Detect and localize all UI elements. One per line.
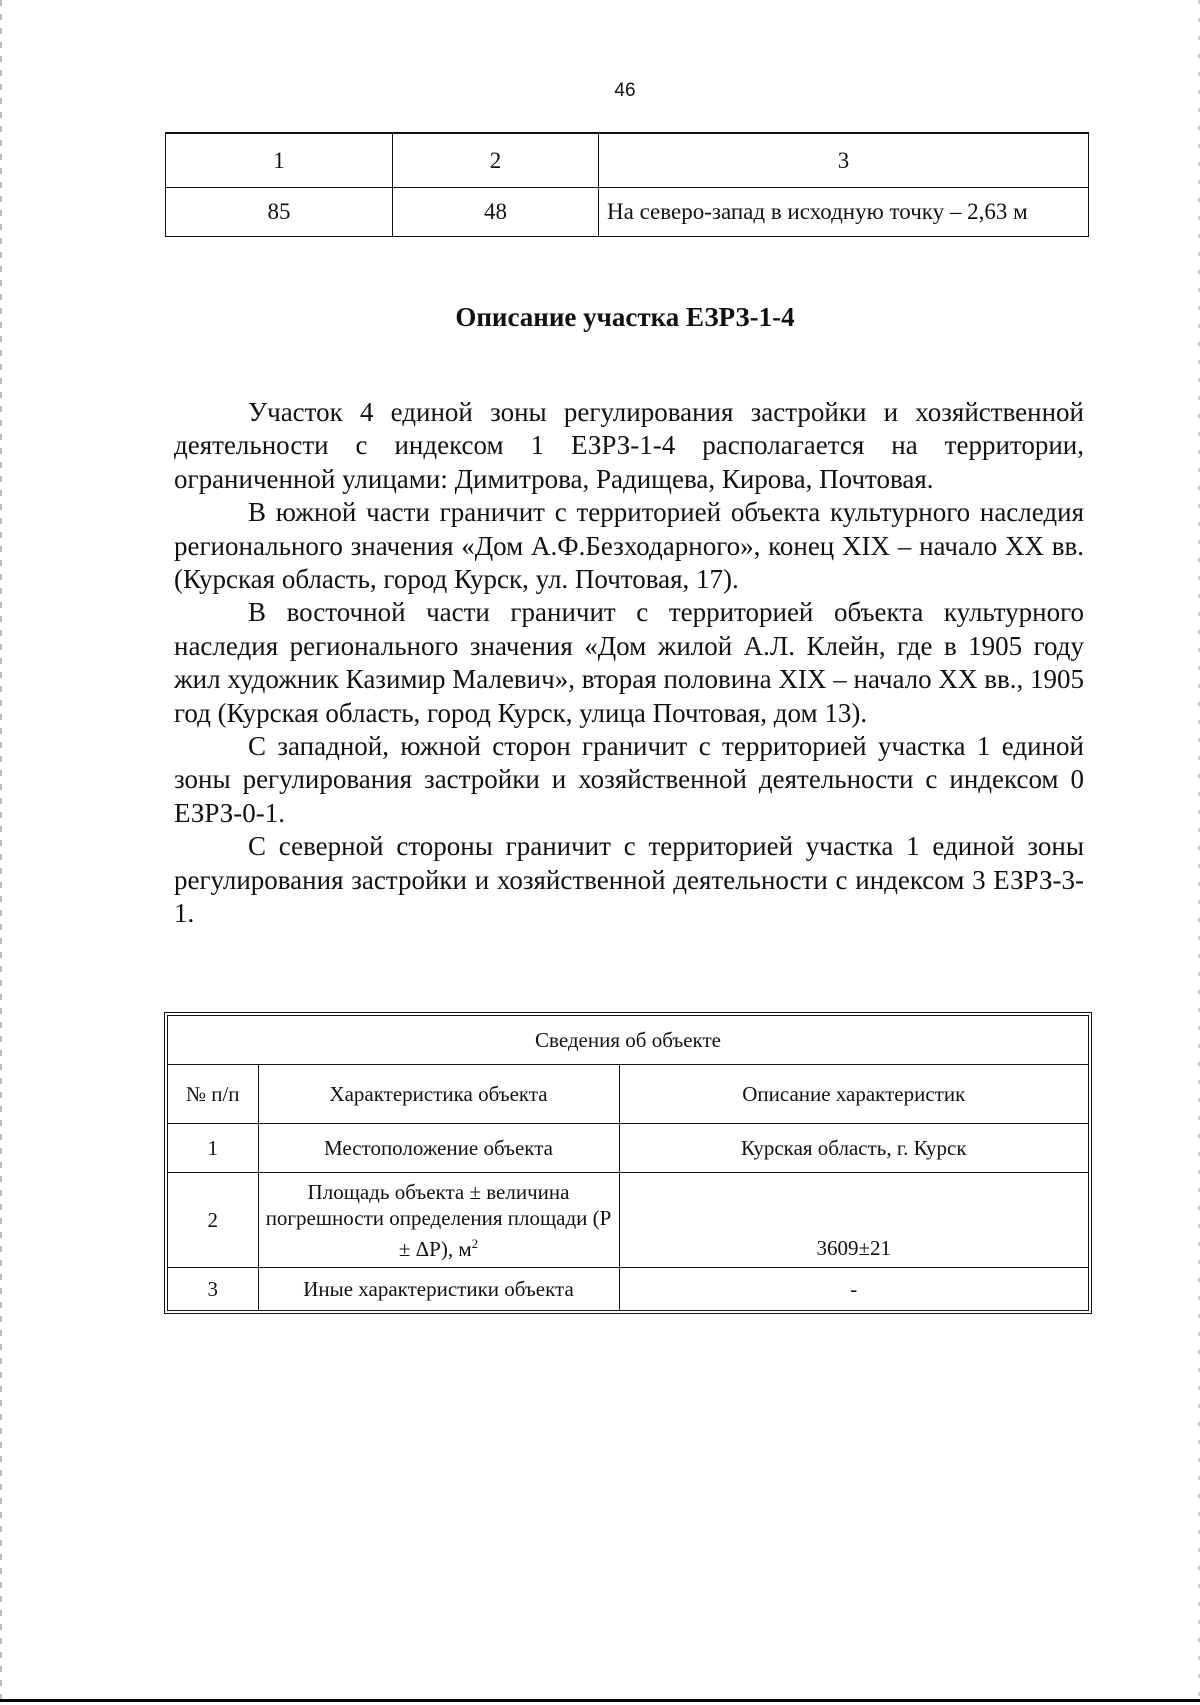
table-row: [168, 1124, 1088, 1173]
page-number: 46: [614, 80, 636, 101]
scan-edge-left: [0, 0, 2, 1705]
table-header-cell: Характеристика объекта: [258, 1065, 619, 1124]
table-cell: 3609±21: [619, 1173, 1088, 1268]
coordinates-table: [165, 132, 1089, 237]
table-header-row: [168, 1065, 1088, 1124]
paragraph: С северной стороны граничит с территорией участка 1 единой зоны регулирования застройки и хозяйственной деятельности с индексом 3 ЕЗРЗ-3-1.: [174, 831, 1084, 929]
section-heading: Описание участка ЕЗРЗ-1-4: [455, 302, 795, 332]
paragraph: С западной, южной сторон граничит с территорией участка 1 единой зоны регулирования застройки и хозяйственной деятельности с индексом 0 ЕЗРЗ-0-1.: [174, 731, 1084, 828]
table-title-row: [168, 1016, 1088, 1065]
table-cell: 85: [166, 188, 393, 237]
table-cell: Иные характеристики объекта: [258, 1268, 619, 1311]
object-info-table: [168, 1016, 1088, 1310]
table-cell: 2: [168, 1173, 258, 1268]
table-header-cell: № п/п: [168, 1065, 258, 1124]
table-header-cell: 2: [393, 133, 599, 188]
paragraph: В восточной части граничит с территорией объекта культурного наследия регионального значения «Дом жилой А.Л. Клейн, где в 1905 году жил художник Казимир Малевич», вторая половина XIX – начало XX вв., 1905 год (Курская область, город Курск, улица Почтовая, дом 13).: [174, 597, 1085, 728]
paragraph: Участок 4 единой зоны регулирования застройки и хозяйственной деятельности с индексом 1 ЕЗРЗ-1-4 располагается на территории, ограниченной улицами: Димитрова, Радищева, Кирова, Почтовая.: [174, 397, 1084, 494]
table-cell: -: [619, 1268, 1088, 1311]
table-row: [166, 188, 1089, 237]
table-header-cell: 1: [166, 133, 393, 188]
table-cell-area-label: [258, 1173, 619, 1268]
table-cell: Курская область, г. Курск: [619, 1124, 1088, 1173]
area-label-text: Площадь объекта ± величина погрешности определения площади (P ± ΔP), м: [265, 1179, 612, 1261]
object-info-table-frame: [164, 1012, 1092, 1314]
body-text: [174, 396, 1084, 931]
table-cell: 48: [393, 188, 599, 237]
table-row: [168, 1268, 1088, 1311]
table-header-row: [166, 133, 1089, 188]
area-unit-superscript: 2: [471, 1235, 479, 1251]
table-cell: Местоположение объекта: [258, 1124, 619, 1173]
table-title: Сведения об объекте: [168, 1016, 1088, 1065]
table-row: [168, 1173, 1088, 1268]
table-cell: На северо-запад в исходную точку – 2,63 м: [599, 188, 1089, 237]
table-cell: 3: [168, 1268, 258, 1311]
table-header-cell: Описание характеристик: [619, 1065, 1088, 1124]
table-header-cell: 3: [599, 133, 1089, 188]
scan-edge-bottom: [0, 1699, 1200, 1702]
table-cell: 1: [168, 1124, 258, 1173]
paragraph: В южной части граничит с территорией объекта культурного наследия регионального значения «Дом А.Ф.Безходарного», конец XIX – начало XX вв. (Курская область, город Курск, ул. Почтовая, 17).: [174, 497, 1084, 595]
